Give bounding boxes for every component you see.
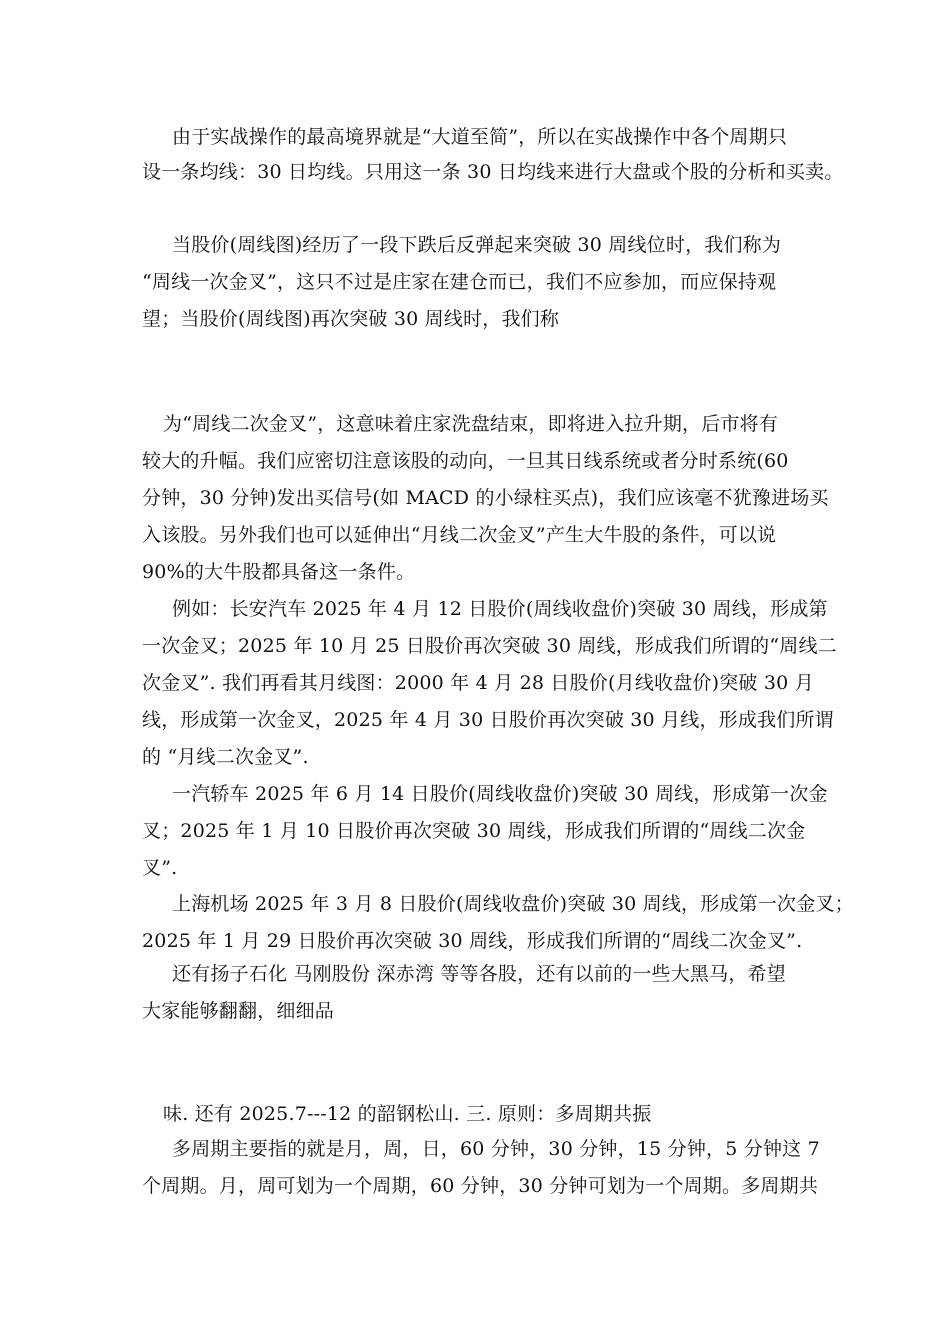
text-line: 较大的升幅。我们应密切注意该股的动向，一旦其日线系统或者分时系统(60 (142, 450, 789, 472)
text-line: 2025 年 1 月 29 日股价再次突破 30 周线，形成我们所谓的“周线二次金叉”. (142, 930, 803, 952)
text-line: 叉；2025 年 1 月 10 日股价再次突破 30 周线，形成我们所谓的“周线二次金 (142, 820, 806, 842)
text-line: 分钟，30 分钟)发出买信号(如 MACD 的小绿柱买点)，我们应该毫不犹豫进场买 (142, 487, 829, 509)
text-line: 上海机场 2025 年 3 月 8 日股价(周线收盘价)突破 30 周线，形成第一次金叉； (172, 893, 854, 915)
text-line: 叉”. (142, 857, 178, 879)
text-line: 一汽轿车 2025 年 6 月 14 日股价(周线收盘价)突破 30 周线，形成第一次金 (172, 783, 828, 805)
text-line: 90%的大牛股都具备这一条件。 (142, 561, 416, 583)
text-line: 设一条均线：30 日均线。只用这一条 30 日均线来进行大盘或个股的分析和买卖。 (142, 161, 844, 183)
text-line: 次金叉”. 我们再看其月线图：2000 年 4 月 28 日股价(月线收盘价)突破 30 月 (142, 672, 814, 694)
text-line: 入该股。另外我们也可以延伸出“月线二次金叉”产生大牛股的条件，可以说 (142, 524, 777, 546)
text-line: 由于实战操作的最高境界就是“大道至简”，所以在实战操作中各个周期只 (172, 126, 788, 148)
text-line: 为“周线二次金叉”，这意味着庄家洗盘结束，即将进入拉升期，后市将有 (163, 413, 779, 435)
text-line: 大家能够翻翻，细细品 (142, 1000, 335, 1022)
text-line: “周线一次金叉”，这只不过是庄家在建仓而已，我们不应参加，而应保持观 (142, 271, 777, 293)
text-line: 味. 还有 2025.7---12 的韶钢松山. 三. 原则：多周期共振 (163, 1103, 652, 1125)
text-line: 多周期主要指的就是月，周，日，60 分钟，30 分钟，15 分钟，5 分钟这 7 (172, 1138, 820, 1160)
text-line: 当股价(周线图)经历了一段下跌后反弹起来突破 30 周线位时，我们称为 (172, 234, 782, 256)
text-line: 例如：长安汽车 2025 年 4 月 12 日股价(周线收盘价)突破 30 周线，形成第 (172, 598, 828, 620)
text-line: 的 “月线二次金叉”. (142, 746, 309, 768)
text-line: 个周期。月，周可划为一个周期，60 分钟，30 分钟可划为一个周期。多周期共 (142, 1175, 819, 1197)
text-line: 望；当股价(周线图)再次突破 30 周线时，我们称 (142, 308, 560, 330)
text-line: 线，形成第一次金叉，2025 年 4 月 30 日股价再次突破 30 月线，形成我们所谓 (142, 709, 834, 731)
text-line: 一次金叉；2025 年 10 月 25 日股价再次突破 30 周线，形成我们所谓的“周线二 (142, 635, 837, 657)
text-line: 还有扬子石化 马刚股份 深赤湾 等等各股，还有以前的一些大黑马，希望 (172, 963, 786, 985)
